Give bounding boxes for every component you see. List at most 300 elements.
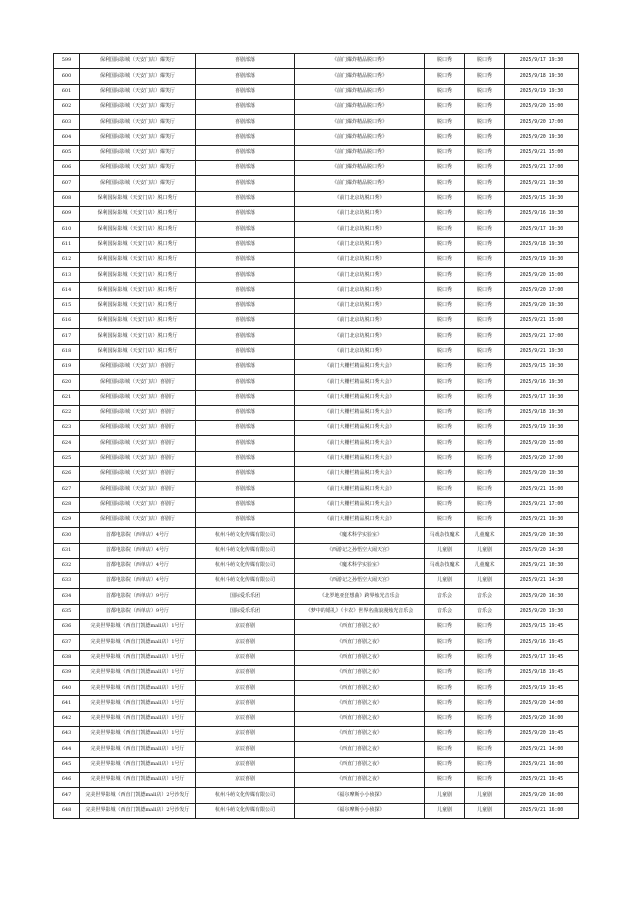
category-cell: 马戏杂技魔术 xyxy=(425,528,465,543)
subcategory-cell: 儿童剧 xyxy=(465,543,505,558)
category-cell: 脱口秀 xyxy=(425,237,465,252)
category-cell: 脱口秀 xyxy=(425,512,465,527)
venue-cell: 完美世界影城（西直门凯德mall店）1号厅 xyxy=(80,650,196,665)
row-number-cell: 635 xyxy=(54,604,80,619)
row-number-cell: 611 xyxy=(54,237,80,252)
category-cell: 脱口秀 xyxy=(425,436,465,451)
table-row xyxy=(54,558,579,573)
subcategory-cell: 脱口秀 xyxy=(465,696,505,711)
show-title-cell: 《前门北京坊脱口秀》 xyxy=(295,314,425,329)
category-cell: 脱口秀 xyxy=(425,482,465,497)
organizer-cell: 喜剧部落 xyxy=(196,467,295,482)
subcategory-cell: 脱口秀 xyxy=(465,84,505,99)
organizer-cell: 京辰喜剧 xyxy=(196,619,295,634)
row-number-cell: 601 xyxy=(54,84,80,99)
show-title-cell: 《前门北京坊脱口秀》 xyxy=(295,206,425,221)
organizer-cell: 喜剧部落 xyxy=(196,375,295,390)
venue-cell: 保利国际影城（天安门店）脱口秀厅 xyxy=(80,206,196,221)
subcategory-cell: 脱口秀 xyxy=(465,635,505,650)
show-title-cell: 《前门大栅栏精品脱口秀大会》 xyxy=(295,497,425,512)
show-title-cell: 《魔术科学实验室》 xyxy=(295,528,425,543)
venue-cell: 保利国际影城（天安门店）脱口秀厅 xyxy=(80,268,196,283)
row-number-cell: 643 xyxy=(54,727,80,742)
show-time-cell: 2025/9/20 15:00 xyxy=(505,99,579,114)
row-number-cell: 622 xyxy=(54,405,80,420)
table-row xyxy=(54,329,579,344)
row-number-cell: 600 xyxy=(54,69,80,84)
venue-cell: 完美世界影城（西直门凯德mall店）1号厅 xyxy=(80,757,196,772)
table-row xyxy=(54,130,579,145)
show-title-cell: 《西直门喜剧之夜》 xyxy=(295,711,425,726)
subcategory-cell: 脱口秀 xyxy=(465,206,505,221)
organizer-cell: 喜剧部落 xyxy=(196,283,295,298)
category-cell: 脱口秀 xyxy=(425,635,465,650)
organizer-cell: 喜剧部落 xyxy=(196,84,295,99)
show-time-cell: 2025/9/21 19:30 xyxy=(505,176,579,191)
table-row xyxy=(54,528,579,543)
category-cell: 脱口秀 xyxy=(425,145,465,160)
show-title-cell: 《福尔摩斯小小侦探》 xyxy=(295,803,425,818)
venue-cell: 保利国际影城（天安门店）喜剧厅 xyxy=(80,375,196,390)
show-title-cell: 《西直门喜剧之夜》 xyxy=(295,650,425,665)
venue-cell: 保利国际影城（天安门店）脱口秀厅 xyxy=(80,252,196,267)
subcategory-cell: 脱口秀 xyxy=(465,54,505,69)
table-row xyxy=(54,252,579,267)
show-time-cell: 2025/9/21 16:00 xyxy=(505,757,579,772)
show-title-cell: 《前门大栅栏精品脱口秀大会》 xyxy=(295,451,425,466)
category-cell: 儿童剧 xyxy=(425,803,465,818)
organizer-cell: 京辰喜剧 xyxy=(196,665,295,680)
subcategory-cell: 脱口秀 xyxy=(465,359,505,374)
show-time-cell: 2025/9/16 19:45 xyxy=(505,635,579,650)
category-cell: 马戏杂技魔术 xyxy=(425,558,465,573)
show-title-cell: 《前门北京坊脱口秀》 xyxy=(295,298,425,313)
show-time-cell: 2025/9/21 15:00 xyxy=(505,314,579,329)
subcategory-cell: 儿童魔术 xyxy=(465,528,505,543)
row-number-cell: 623 xyxy=(54,421,80,436)
organizer-cell: 喜剧部落 xyxy=(196,161,295,176)
row-number-cell: 641 xyxy=(54,696,80,711)
subcategory-cell: 脱口秀 xyxy=(465,145,505,160)
show-title-cell: 《前门大栅栏精品脱口秀大会》 xyxy=(295,512,425,527)
show-time-cell: 2025/9/20 15:00 xyxy=(505,268,579,283)
organizer-cell: 喜剧部落 xyxy=(196,191,295,206)
organizer-cell: 喜剧部落 xyxy=(196,436,295,451)
venue-cell: 保利国际影城（天安门店）脱口秀厅 xyxy=(80,314,196,329)
organizer-cell: 喜剧部落 xyxy=(196,344,295,359)
subcategory-cell: 脱口秀 xyxy=(465,497,505,512)
row-number-cell: 603 xyxy=(54,115,80,130)
organizer-cell: 杭州斗萌文化传媒有限公司 xyxy=(196,543,295,558)
category-cell: 脱口秀 xyxy=(425,161,465,176)
venue-cell: 完美世界影城（西直门凯德mall店）1号厅 xyxy=(80,619,196,634)
table-row xyxy=(54,206,579,221)
show-title-cell: 《梦中的婚礼》《卡农》世界名曲浪漫烛光音乐会 xyxy=(295,604,425,619)
show-title-cell: 《前门大栅栏精品脱口秀大会》 xyxy=(295,390,425,405)
row-number-cell: 625 xyxy=(54,451,80,466)
subcategory-cell: 脱口秀 xyxy=(465,390,505,405)
subcategory-cell: 脱口秀 xyxy=(465,252,505,267)
show-time-cell: 2025/9/20 14:30 xyxy=(505,543,579,558)
venue-cell: 完美世界影城（西直门凯德mall店）1号厅 xyxy=(80,696,196,711)
show-title-cell: 《前门北京坊脱口秀》 xyxy=(295,252,425,267)
table-row xyxy=(54,665,579,680)
show-title-cell: 《西直门喜剧之夜》 xyxy=(295,696,425,711)
subcategory-cell: 脱口秀 xyxy=(465,191,505,206)
show-title-cell: 《前门大栅栏精品脱口秀大会》 xyxy=(295,405,425,420)
show-title-cell: 《西直门喜剧之夜》 xyxy=(295,681,425,696)
category-cell: 脱口秀 xyxy=(425,84,465,99)
venue-cell: 首都电影院（西单店）9号厅 xyxy=(80,589,196,604)
table-row xyxy=(54,696,579,711)
show-title-cell: 《前门北京坊脱口秀》 xyxy=(295,222,425,237)
venue-cell: 保利国际影城（天安门店）喜剧厅 xyxy=(80,497,196,512)
show-time-cell: 2025/9/15 19:30 xyxy=(505,359,579,374)
subcategory-cell: 脱口秀 xyxy=(465,757,505,772)
row-number-cell: 639 xyxy=(54,665,80,680)
row-number-cell: 606 xyxy=(54,161,80,176)
show-time-cell: 2025/9/18 19:30 xyxy=(505,69,579,84)
show-time-cell: 2025/9/18 19:30 xyxy=(505,237,579,252)
category-cell: 脱口秀 xyxy=(425,344,465,359)
subcategory-cell: 脱口秀 xyxy=(465,161,505,176)
category-cell: 脱口秀 xyxy=(425,681,465,696)
show-time-cell: 2025/9/16 19:30 xyxy=(505,375,579,390)
subcategory-cell: 音乐会 xyxy=(465,589,505,604)
show-time-cell: 2025/9/21 14:00 xyxy=(505,742,579,757)
show-time-cell: 2025/9/16 19:30 xyxy=(505,206,579,221)
subcategory-cell: 儿童剧 xyxy=(465,803,505,818)
category-cell: 儿童剧 xyxy=(425,574,465,589)
category-cell: 脱口秀 xyxy=(425,359,465,374)
row-number-cell: 610 xyxy=(54,222,80,237)
subcategory-cell: 脱口秀 xyxy=(465,375,505,390)
category-cell: 脱口秀 xyxy=(425,130,465,145)
category-cell: 脱口秀 xyxy=(425,421,465,436)
show-title-cell: 《前门大栅栏精品脱口秀大会》 xyxy=(295,436,425,451)
show-time-cell: 2025/9/20 16:00 xyxy=(505,711,579,726)
venue-cell: 完美世界影城（西直门凯德mall店）2号沙发厅 xyxy=(80,788,196,803)
category-cell: 脱口秀 xyxy=(425,696,465,711)
organizer-cell: 喜剧部落 xyxy=(196,359,295,374)
venue-cell: 保利国际影城（天安门店）喜剧厅 xyxy=(80,451,196,466)
venue-cell: 保利国际影城（天安门店）爆笑厅 xyxy=(80,54,196,69)
organizer-cell: 喜剧部落 xyxy=(196,314,295,329)
row-number-cell: 636 xyxy=(54,619,80,634)
table-row xyxy=(54,421,579,436)
row-number-cell: 633 xyxy=(54,574,80,589)
performance-schedule-table xyxy=(53,53,579,819)
row-number-cell: 619 xyxy=(54,359,80,374)
table-row xyxy=(54,788,579,803)
venue-cell: 保利国际影城（天安门店）喜剧厅 xyxy=(80,436,196,451)
show-title-cell: 《前门北京坊脱口秀》 xyxy=(295,283,425,298)
organizer-cell: 喜剧部落 xyxy=(196,451,295,466)
venue-cell: 完美世界影城（西直门凯德mall店）1号厅 xyxy=(80,665,196,680)
category-cell: 脱口秀 xyxy=(425,252,465,267)
category-cell: 脱口秀 xyxy=(425,206,465,221)
category-cell: 脱口秀 xyxy=(425,497,465,512)
venue-cell: 保利国际影城（天安门店）喜剧厅 xyxy=(80,482,196,497)
show-time-cell: 2025/9/20 16:00 xyxy=(505,788,579,803)
venue-cell: 保利国际影城（天安门店）爆笑厅 xyxy=(80,99,196,114)
venue-cell: 首都电影院（西单店）4号厅 xyxy=(80,558,196,573)
category-cell: 脱口秀 xyxy=(425,390,465,405)
venue-cell: 保利国际影城（天安门店）喜剧厅 xyxy=(80,390,196,405)
row-number-cell: 616 xyxy=(54,314,80,329)
venue-cell: 保利国际影城（天安门店）脱口秀厅 xyxy=(80,298,196,313)
venue-cell: 保利国际影城（天安门店）喜剧厅 xyxy=(80,512,196,527)
category-cell: 脱口秀 xyxy=(425,742,465,757)
organizer-cell: 京辰喜剧 xyxy=(196,772,295,787)
table-row xyxy=(54,375,579,390)
subcategory-cell: 脱口秀 xyxy=(465,711,505,726)
show-title-cell: 《西直门喜剧之夜》 xyxy=(295,635,425,650)
table-row xyxy=(54,298,579,313)
organizer-cell: 杭州斗萌文化传媒有限公司 xyxy=(196,788,295,803)
subcategory-cell: 脱口秀 xyxy=(465,467,505,482)
show-time-cell: 2025/9/19 19:30 xyxy=(505,252,579,267)
category-cell: 音乐会 xyxy=(425,589,465,604)
show-title-cell: 《前门大栅栏精品脱口秀大会》 xyxy=(295,482,425,497)
subcategory-cell: 脱口秀 xyxy=(465,681,505,696)
organizer-cell: 喜剧部落 xyxy=(196,222,295,237)
table-row xyxy=(54,512,579,527)
venue-cell: 保利国际影城（天安门店）爆笑厅 xyxy=(80,176,196,191)
show-time-cell: 2025/9/17 19:30 xyxy=(505,222,579,237)
venue-cell: 保利国际影城（天安门店）爆笑厅 xyxy=(80,69,196,84)
subcategory-cell: 脱口秀 xyxy=(465,237,505,252)
subcategory-cell: 音乐会 xyxy=(465,604,505,619)
show-time-cell: 2025/9/15 19:30 xyxy=(505,191,579,206)
row-number-cell: 624 xyxy=(54,436,80,451)
row-number-cell: 605 xyxy=(54,145,80,160)
table-row xyxy=(54,482,579,497)
subcategory-cell: 脱口秀 xyxy=(465,298,505,313)
table-row xyxy=(54,451,579,466)
table-row xyxy=(54,681,579,696)
organizer-cell: 京辰喜剧 xyxy=(196,727,295,742)
organizer-cell: 喜剧部落 xyxy=(196,115,295,130)
organizer-cell: 国际爱乐乐团 xyxy=(196,589,295,604)
table-row xyxy=(54,604,579,619)
category-cell: 音乐会 xyxy=(425,604,465,619)
venue-cell: 保利国际影城（天安门店）脱口秀厅 xyxy=(80,191,196,206)
row-number-cell: 618 xyxy=(54,344,80,359)
organizer-cell: 杭州斗萌文化传媒有限公司 xyxy=(196,558,295,573)
table-row xyxy=(54,742,579,757)
subcategory-cell: 脱口秀 xyxy=(465,329,505,344)
show-time-cell: 2025/9/20 17:00 xyxy=(505,115,579,130)
show-title-cell: 《前门爆炸精品脱口秀》 xyxy=(295,69,425,84)
row-number-cell: 644 xyxy=(54,742,80,757)
row-number-cell: 634 xyxy=(54,589,80,604)
table-row xyxy=(54,757,579,772)
table-row xyxy=(54,161,579,176)
category-cell: 儿童剧 xyxy=(425,543,465,558)
show-title-cell: 《前门北京坊脱口秀》 xyxy=(295,329,425,344)
category-cell: 脱口秀 xyxy=(425,757,465,772)
table-row xyxy=(54,99,579,114)
show-title-cell: 《前门爆炸精品脱口秀》 xyxy=(295,99,425,114)
category-cell: 脱口秀 xyxy=(425,298,465,313)
row-number-cell: 620 xyxy=(54,375,80,390)
venue-cell: 保利国际影城（天安门店）喜剧厅 xyxy=(80,405,196,420)
show-time-cell: 2025/9/20 19:30 xyxy=(505,467,579,482)
show-title-cell: 《西游记之孙悟空大闹天宫》 xyxy=(295,574,425,589)
show-time-cell: 2025/9/21 15:00 xyxy=(505,482,579,497)
venue-cell: 保利国际影城（天安门店）爆笑厅 xyxy=(80,84,196,99)
venue-cell: 保利国际影城（天安门店）爆笑厅 xyxy=(80,145,196,160)
show-time-cell: 2025/9/17 19:30 xyxy=(505,390,579,405)
subcategory-cell: 脱口秀 xyxy=(465,421,505,436)
category-cell: 脱口秀 xyxy=(425,405,465,420)
organizer-cell: 杭州斗萌文化传媒有限公司 xyxy=(196,803,295,818)
table-row xyxy=(54,574,579,589)
venue-cell: 保利国际影城（天安门店）爆笑厅 xyxy=(80,115,196,130)
organizer-cell: 喜剧部落 xyxy=(196,130,295,145)
organizer-cell: 喜剧部落 xyxy=(196,329,295,344)
row-number-cell: 642 xyxy=(54,711,80,726)
venue-cell: 完美世界影城（西直门凯德mall店）1号厅 xyxy=(80,742,196,757)
show-title-cell: 《西直门喜剧之夜》 xyxy=(295,665,425,680)
table-row xyxy=(54,237,579,252)
organizer-cell: 喜剧部落 xyxy=(196,405,295,420)
table-row xyxy=(54,436,579,451)
subcategory-cell: 儿童剧 xyxy=(465,574,505,589)
category-cell: 脱口秀 xyxy=(425,69,465,84)
subcategory-cell: 脱口秀 xyxy=(465,130,505,145)
subcategory-cell: 脱口秀 xyxy=(465,268,505,283)
organizer-cell: 京辰喜剧 xyxy=(196,635,295,650)
organizer-cell: 喜剧部落 xyxy=(196,252,295,267)
table-row xyxy=(54,467,579,482)
show-time-cell: 2025/9/20 19:30 xyxy=(505,130,579,145)
organizer-cell: 喜剧部落 xyxy=(196,482,295,497)
row-number-cell: 638 xyxy=(54,650,80,665)
show-time-cell: 2025/9/19 19:45 xyxy=(505,681,579,696)
subcategory-cell: 脱口秀 xyxy=(465,405,505,420)
show-time-cell: 2025/9/21 14:30 xyxy=(505,574,579,589)
row-number-cell: 647 xyxy=(54,788,80,803)
show-time-cell: 2025/9/20 17:00 xyxy=(505,451,579,466)
subcategory-cell: 脱口秀 xyxy=(465,436,505,451)
show-time-cell: 2025/9/19 19:30 xyxy=(505,421,579,436)
venue-cell: 保利国际影城（天安门店）喜剧厅 xyxy=(80,467,196,482)
show-time-cell: 2025/9/19 19:30 xyxy=(505,84,579,99)
show-title-cell: 《北罗地亚狂想曲》跨界烛光音乐会 xyxy=(295,589,425,604)
row-number-cell: 632 xyxy=(54,558,80,573)
table-row xyxy=(54,222,579,237)
table-row xyxy=(54,803,579,818)
show-title-cell: 《魔术科学实验室》 xyxy=(295,558,425,573)
venue-cell: 保利国际影城（天安门店）脱口秀厅 xyxy=(80,237,196,252)
subcategory-cell: 脱口秀 xyxy=(465,69,505,84)
table-row xyxy=(54,711,579,726)
table-row xyxy=(54,54,579,69)
table-row xyxy=(54,283,579,298)
table-row xyxy=(54,344,579,359)
subcategory-cell: 脱口秀 xyxy=(465,115,505,130)
venue-cell: 首都电影院（西单店）4号厅 xyxy=(80,543,196,558)
show-time-cell: 2025/9/21 19:30 xyxy=(505,344,579,359)
venue-cell: 完美世界影城（西直门凯德mall店）1号厅 xyxy=(80,681,196,696)
organizer-cell: 京辰喜剧 xyxy=(196,757,295,772)
category-cell: 脱口秀 xyxy=(425,467,465,482)
table-row xyxy=(54,84,579,99)
table-row xyxy=(54,191,579,206)
show-title-cell: 《前门爆炸精品脱口秀》 xyxy=(295,84,425,99)
table-row xyxy=(54,497,579,512)
show-time-cell: 2025/9/21 19:30 xyxy=(505,512,579,527)
category-cell: 脱口秀 xyxy=(425,176,465,191)
venue-cell: 完美世界影城（西直门凯德mall店）1号厅 xyxy=(80,711,196,726)
show-time-cell: 2025/9/21 15:00 xyxy=(505,145,579,160)
venue-cell: 保利国际影城（天安门店）脱口秀厅 xyxy=(80,283,196,298)
show-time-cell: 2025/9/20 19:45 xyxy=(505,727,579,742)
row-number-cell: 645 xyxy=(54,757,80,772)
venue-cell: 保利国际影城（天安门店）喜剧厅 xyxy=(80,421,196,436)
organizer-cell: 喜剧部落 xyxy=(196,176,295,191)
venue-cell: 保利国际影城（天安门店）脱口秀厅 xyxy=(80,329,196,344)
show-title-cell: 《前门爆炸精品脱口秀》 xyxy=(295,115,425,130)
show-time-cell: 2025/9/15 19:45 xyxy=(505,619,579,634)
category-cell: 脱口秀 xyxy=(425,222,465,237)
show-time-cell: 2025/9/20 15:00 xyxy=(505,436,579,451)
show-time-cell: 2025/9/20 19:30 xyxy=(505,604,579,619)
subcategory-cell: 脱口秀 xyxy=(465,451,505,466)
row-number-cell: 602 xyxy=(54,99,80,114)
organizer-cell: 京辰喜剧 xyxy=(196,742,295,757)
show-time-cell: 2025/9/20 19:30 xyxy=(505,298,579,313)
category-cell: 脱口秀 xyxy=(425,665,465,680)
category-cell: 脱口秀 xyxy=(425,727,465,742)
row-number-cell: 604 xyxy=(54,130,80,145)
subcategory-cell: 儿童魔术 xyxy=(465,558,505,573)
table-row xyxy=(54,772,579,787)
category-cell: 脱口秀 xyxy=(425,650,465,665)
subcategory-cell: 脱口秀 xyxy=(465,742,505,757)
show-time-cell: 2025/9/20 14:00 xyxy=(505,696,579,711)
organizer-cell: 杭州斗萌文化传媒有限公司 xyxy=(196,574,295,589)
table-row xyxy=(54,69,579,84)
subcategory-cell: 脱口秀 xyxy=(465,344,505,359)
show-title-cell: 《前门大栅栏精品脱口秀大会》 xyxy=(295,421,425,436)
venue-cell: 首都电影院（西单店）4号厅 xyxy=(80,528,196,543)
subcategory-cell: 脱口秀 xyxy=(465,665,505,680)
table-row xyxy=(54,359,579,374)
show-title-cell: 《前门大栅栏精品脱口秀大会》 xyxy=(295,467,425,482)
show-title-cell: 《前门大栅栏精品脱口秀大会》 xyxy=(295,375,425,390)
category-cell: 脱口秀 xyxy=(425,268,465,283)
subcategory-cell: 脱口秀 xyxy=(465,727,505,742)
category-cell: 脱口秀 xyxy=(425,99,465,114)
subcategory-cell: 脱口秀 xyxy=(465,772,505,787)
subcategory-cell: 脱口秀 xyxy=(465,482,505,497)
venue-cell: 保利国际影城（天安门店）脱口秀厅 xyxy=(80,344,196,359)
table-row xyxy=(54,115,579,130)
table-row xyxy=(54,314,579,329)
row-number-cell: 637 xyxy=(54,635,80,650)
organizer-cell: 喜剧部落 xyxy=(196,497,295,512)
subcategory-cell: 脱口秀 xyxy=(465,619,505,634)
row-number-cell: 608 xyxy=(54,191,80,206)
show-time-cell: 2025/9/18 19:45 xyxy=(505,665,579,680)
show-time-cell: 2025/9/21 16:00 xyxy=(505,803,579,818)
show-title-cell: 《前门爆炸精品脱口秀》 xyxy=(295,145,425,160)
row-number-cell: 609 xyxy=(54,206,80,221)
show-time-cell: 2025/9/20 10:30 xyxy=(505,528,579,543)
